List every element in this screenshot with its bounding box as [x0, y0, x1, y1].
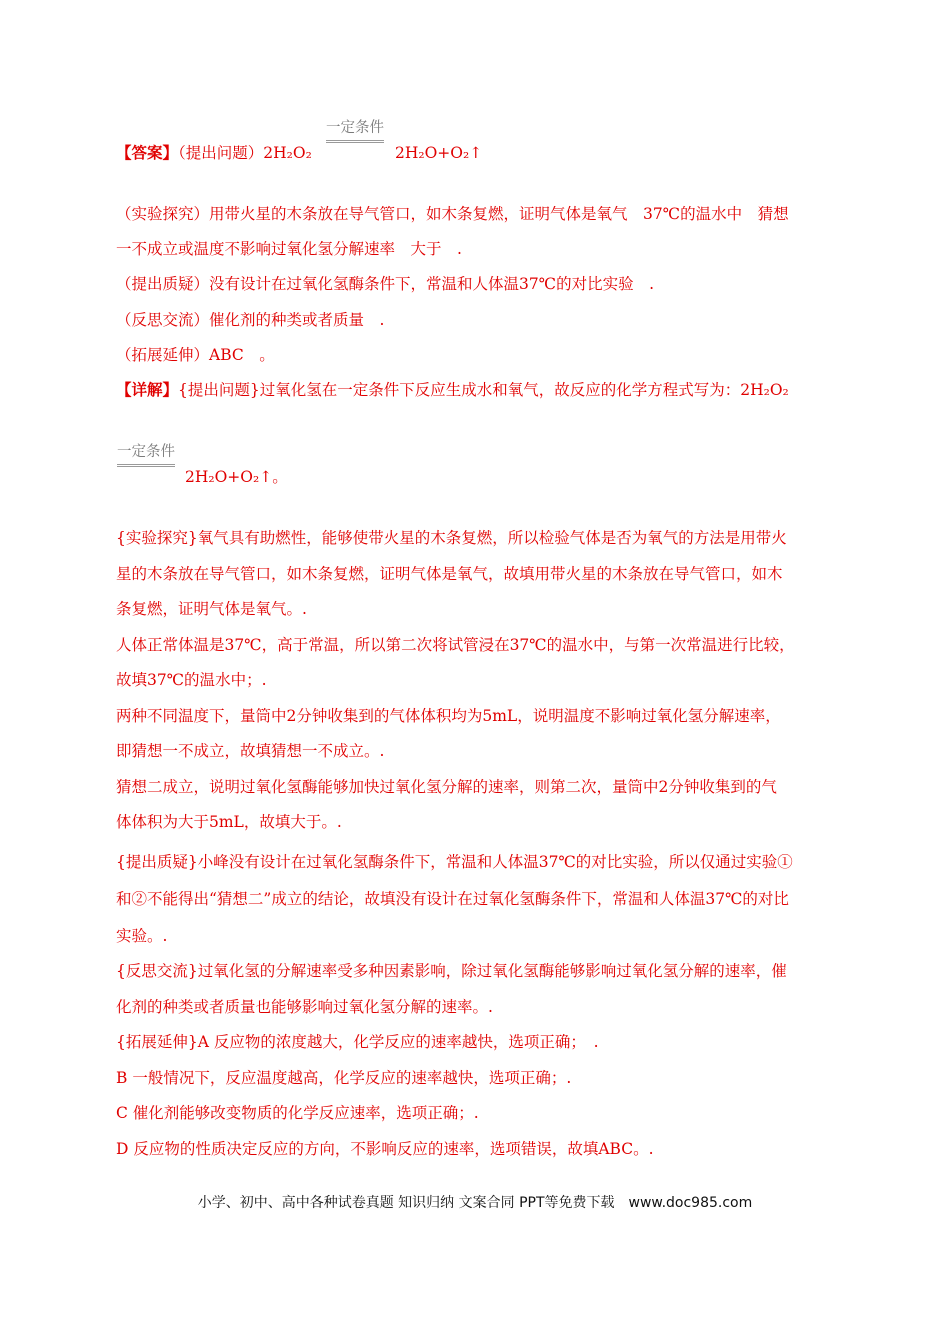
answer-question-line: （提出质疑）没有设计在过氧化氢酶条件下，常温和人体温37℃的对比实验 .: [116, 275, 654, 293]
detail-tag: 【详解】: [116, 380, 179, 399]
detail-line: 星的木条放在导气管口，如木条复燃，证明气体是氧气，故填用带火星的木条放在导气管口，如木: [116, 565, 783, 583]
detail-line: 故填37℃的温水中；.: [116, 671, 267, 689]
detail-equation-products: 2H₂O+O₂↑。: [185, 468, 288, 486]
detail-line: 条复燃，证明气体是氧气。.: [116, 600, 307, 618]
detail-line: 化剂的种类或者质量也能够影响过氧化氢分解的速率。.: [116, 998, 493, 1016]
answer-tag: 【答案】: [116, 143, 179, 162]
answer-equation-reactant: （提出问题）2H₂O₂: [178, 144, 312, 162]
page-footer: 小学、初中、高中各种试卷真题 知识归纳 文案合同 PPT等免费下载 www.doc985.com: [197, 1195, 753, 1211]
detail-line: 猜想二成立，说明过氧化氢酶能够加快过氧化氢分解的速率，则第二次，量筒中2分钟收集到的气: [116, 778, 777, 796]
reaction-condition-label: 一定条件: [326, 116, 384, 143]
detail-line: {实验探究}氧气具有助燃性，能够使带火星的木条复燃，所以检验气体是否为氧气的方法是用带火: [116, 529, 787, 547]
detail-line: 和②不能得出“猜想二”成立的结论，故填没有设计在过氧化氢酶条件下，常温和人体温37℃的对比: [116, 890, 789, 908]
detail-line: C 催化剂能够改变物质的化学反应速率，选项正确；.: [116, 1104, 479, 1122]
detail-line: 两种不同温度下，量筒中2分钟收集到的气体体积均为5mL，说明温度不影响过氧化氢分解速率，: [116, 707, 781, 725]
detail-reaction-condition-label: 一定条件: [117, 440, 175, 467]
detail-line: B 一般情况下，反应温度越高，化学反应的速率越快，选项正确；.: [116, 1069, 572, 1087]
answer-equation-products: 2H₂O+O₂↑: [395, 144, 483, 162]
detail-line: D 反应物的性质决定反应的方向，不影响反应的速率，选项错误，故填ABC。.: [116, 1140, 654, 1158]
detail-line: 即猜想一不成立，故填猜想一不成立。.: [116, 742, 385, 760]
detail-line: {拓展延伸}A 反应物的浓度越大，化学反应的速率越快，选项正确； .: [116, 1033, 599, 1051]
detail-intro-text: {提出问题}过氧化氢在一定条件下反应生成水和氧气，故反应的化学方程式写为：2H₂O₂: [178, 381, 789, 399]
answer-reflection-line: （反思交流）催化剂的种类或者质量 .: [116, 311, 385, 329]
detail-intro-line: [116, 380, 836, 400]
detail-line: 实验。.: [116, 927, 168, 945]
detail-line: 人体正常体温是37℃，高于常温，所以第二次将试管浸在37℃的温水中，与第一次常温进行比较，: [116, 636, 795, 654]
detail-line: {反思交流}过氧化氢的分解速率受多种因素影响，除过氧化氢酶能够影响过氧化氢分解的速率，催: [116, 962, 787, 980]
answer-experiment-line-2: 一不成立或温度不影响过氧化氢分解速率 大于 .: [116, 240, 462, 258]
answer-extension-line: （拓展延伸）ABC 。: [116, 346, 275, 364]
detail-line: {提出质疑}小峰没有设计在过氧化氢酶条件下，常温和人体温37℃的对比实验，所以仅通过实验①: [116, 853, 793, 871]
answer-experiment-line-1: （实验探究）用带火星的木条放在导气管口，如木条复燃，证明气体是氧气 37℃的温水中 猜想: [116, 205, 789, 223]
detail-line: 体体积为大于5mL，故填大于。.: [116, 813, 342, 831]
